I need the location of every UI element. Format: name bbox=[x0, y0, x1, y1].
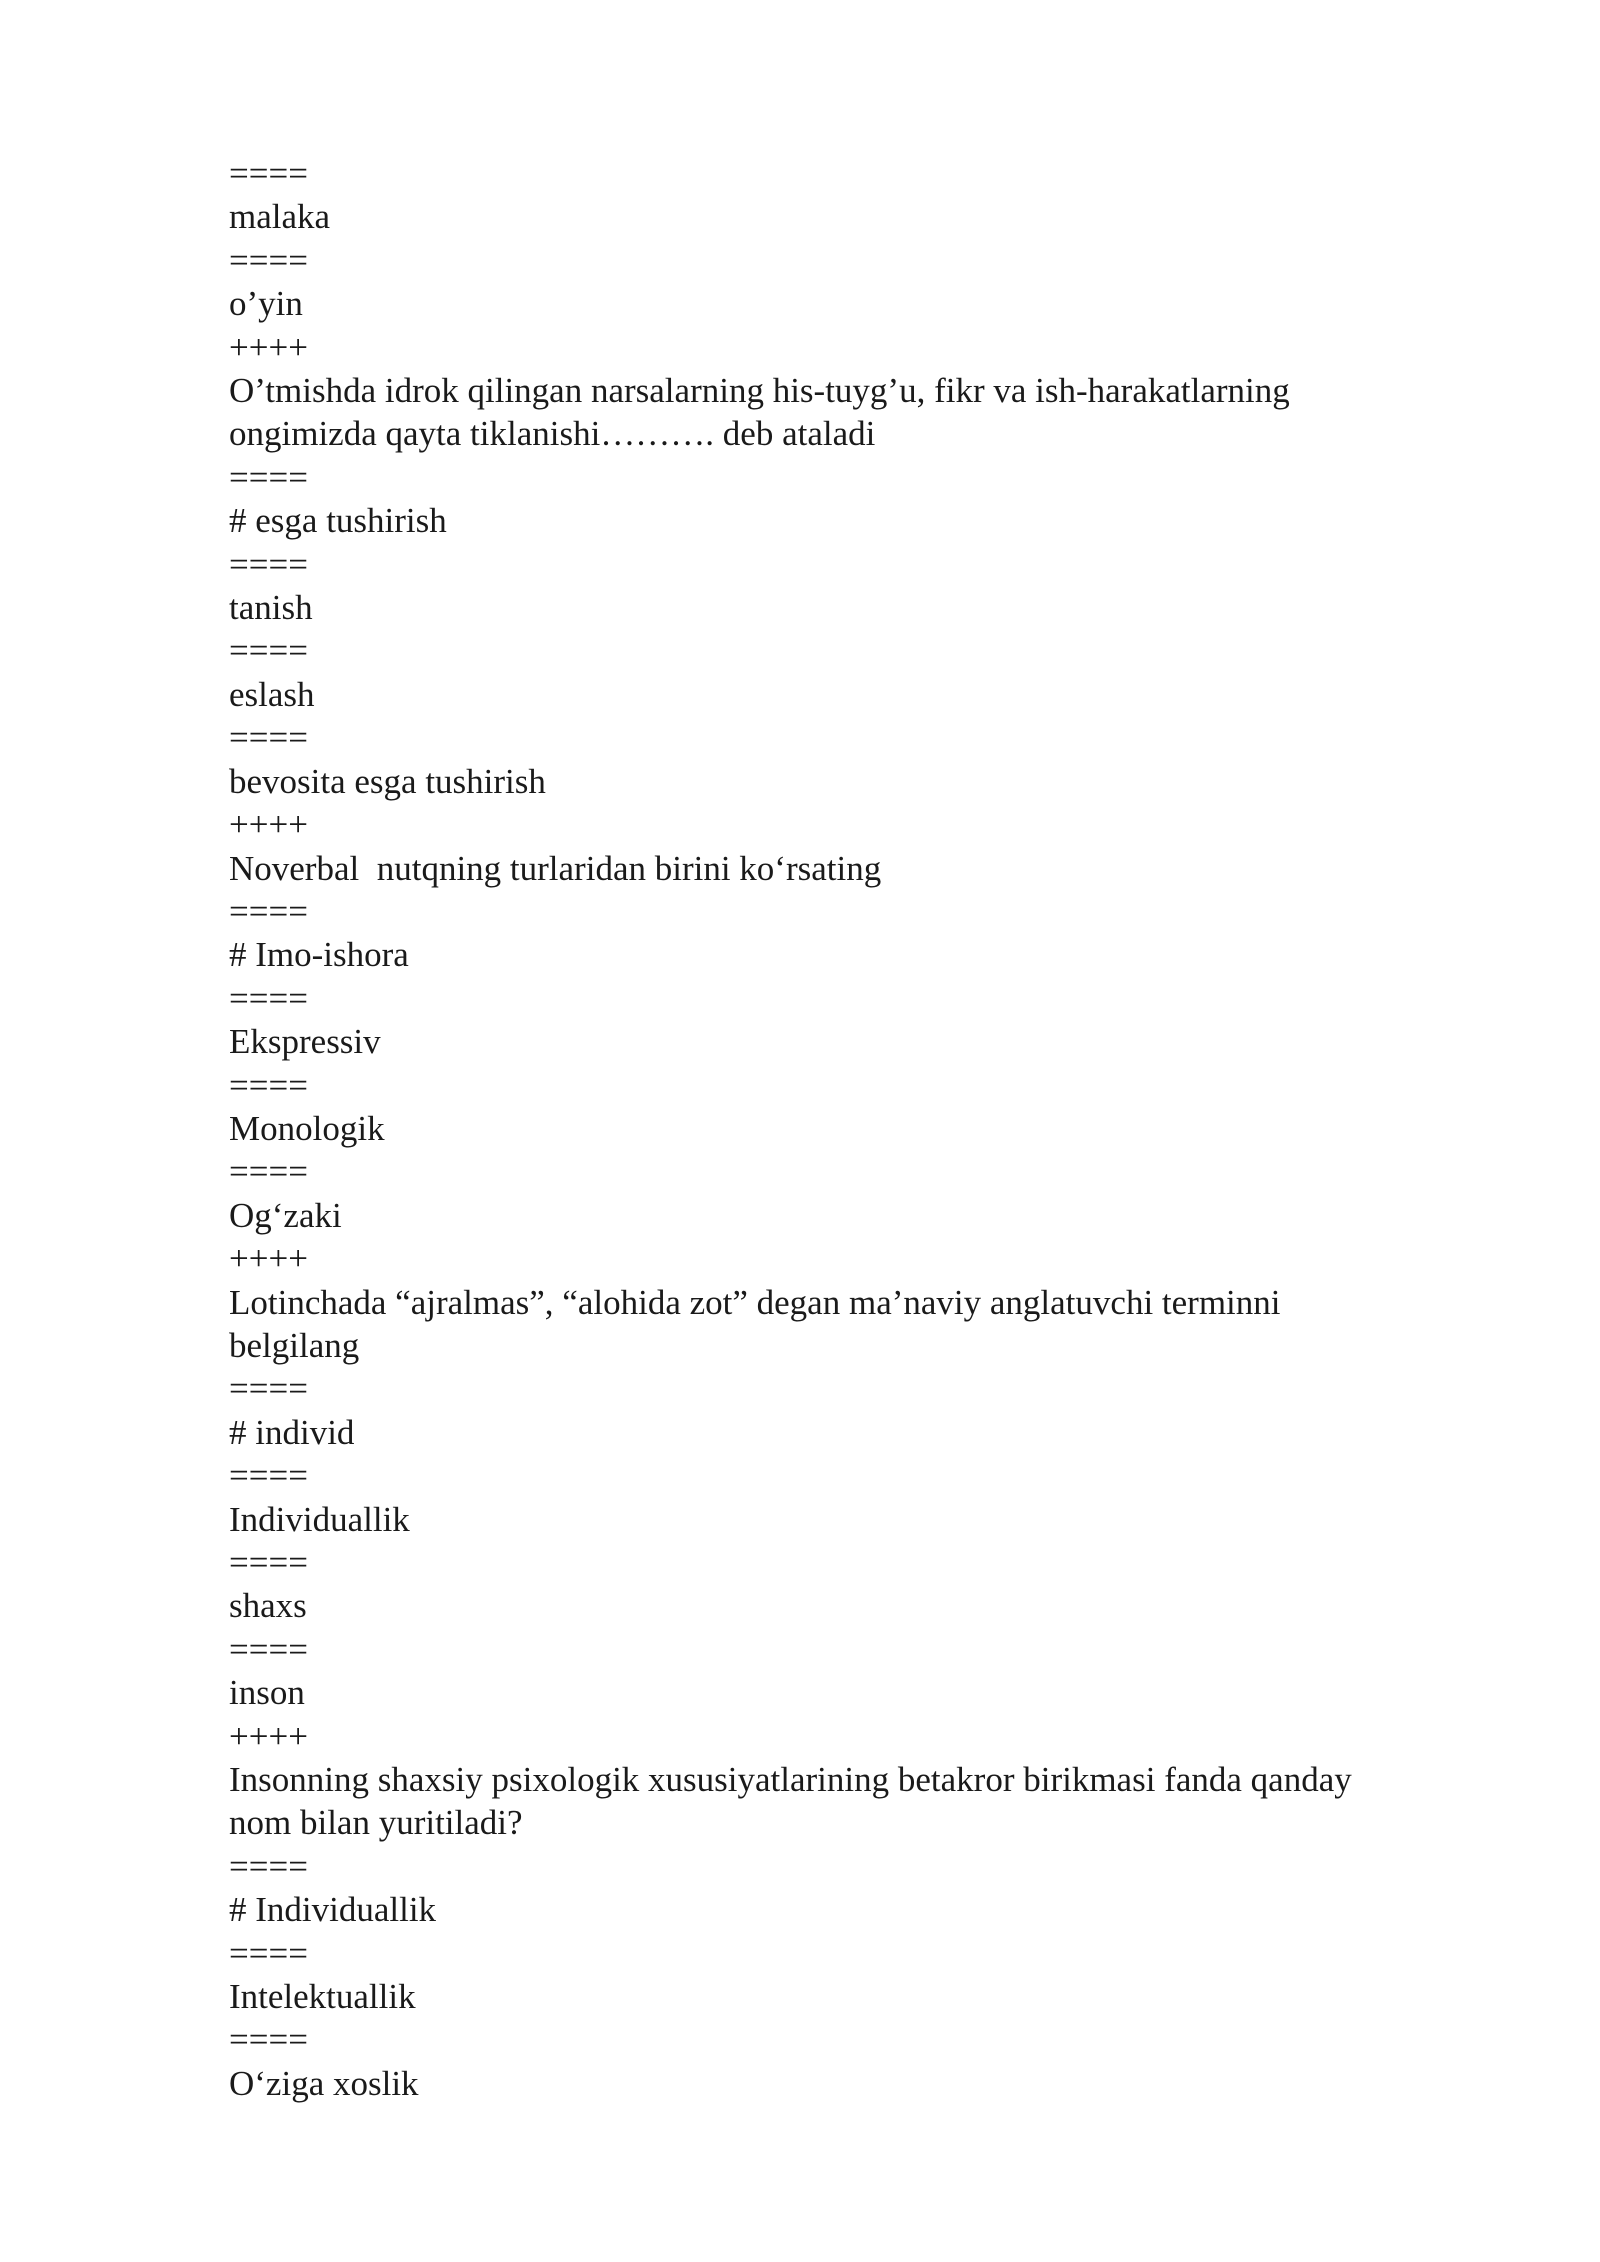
answer-option: o’yin bbox=[229, 284, 303, 324]
question-separator: ++++ bbox=[229, 805, 308, 845]
separator-line: ==== bbox=[229, 1629, 308, 1669]
correct-answer-option: # Individuallik bbox=[229, 1890, 437, 1930]
answer-option: bevosita esga tushirish bbox=[229, 761, 546, 801]
document-body bbox=[229, 152, 1469, 2105]
answer-option: malaka bbox=[229, 197, 331, 237]
question-text: Lotinchada “ajralmas”, “alohida zot” degan ma’naviy anglatuvchi terminni bbox=[229, 1282, 1281, 1322]
separator-line: ==== bbox=[229, 718, 308, 758]
separator-line: ==== bbox=[229, 154, 308, 193]
separator-line: ==== bbox=[229, 544, 308, 584]
separator-line: ==== bbox=[229, 1065, 308, 1105]
answer-option: tanish bbox=[229, 588, 313, 628]
answer-option: Intelektuallik bbox=[229, 1977, 416, 2017]
answer-option: Ogʻzaki bbox=[229, 1195, 342, 1235]
separator-line: ==== bbox=[229, 1543, 308, 1582]
answer-option: eslash bbox=[229, 674, 315, 714]
answer-option: inson bbox=[229, 1673, 305, 1713]
correct-answer-option: # individ bbox=[229, 1412, 355, 1452]
question-text: O’tmishda idrok qilingan narsalarning his-tuyg’u, fikr va ish-harakatlarning bbox=[229, 371, 1290, 411]
answer-option: Monologik bbox=[229, 1108, 385, 1148]
separator-line: ==== bbox=[229, 2020, 308, 2060]
question-text: ongimizda qayta tiklanishi………. deb ataladi bbox=[229, 414, 876, 454]
separator-line: ==== bbox=[229, 457, 308, 497]
question-text: belgilang bbox=[229, 1325, 360, 1365]
separator-line: ==== bbox=[229, 978, 308, 1018]
question-text: nom bilan yuritiladi? bbox=[229, 1803, 523, 1843]
question-text: Noverbal nutqning turlaridan birini koʻrsating bbox=[229, 848, 882, 888]
answer-option: Individuallik bbox=[229, 1499, 410, 1539]
separator-line: ==== bbox=[229, 891, 308, 931]
question-text: Insonning shaxsiy psixologik xususiyatlarining betakror birikmasi fanda qanday bbox=[229, 1760, 1352, 1800]
separator-line: ==== bbox=[229, 631, 308, 671]
correct-answer-option: # esga tushirish bbox=[229, 501, 447, 541]
answer-option: Oʻziga xoslik bbox=[229, 2063, 419, 2103]
question-separator: ++++ bbox=[229, 327, 308, 367]
separator-line: ==== bbox=[229, 1933, 308, 1973]
separator-line: ==== bbox=[229, 240, 308, 280]
separator-line: ==== bbox=[229, 1846, 308, 1886]
separator-line: ==== bbox=[229, 1152, 308, 1192]
answer-option: Ekspressiv bbox=[229, 1022, 381, 1062]
question-separator: ++++ bbox=[229, 1239, 308, 1279]
answer-option: shaxs bbox=[229, 1586, 307, 1626]
separator-line: ==== bbox=[229, 1369, 308, 1409]
correct-answer-option: # Imo-ishora bbox=[229, 935, 409, 975]
separator-line: ==== bbox=[229, 1456, 308, 1496]
question-separator: ++++ bbox=[229, 1716, 308, 1756]
